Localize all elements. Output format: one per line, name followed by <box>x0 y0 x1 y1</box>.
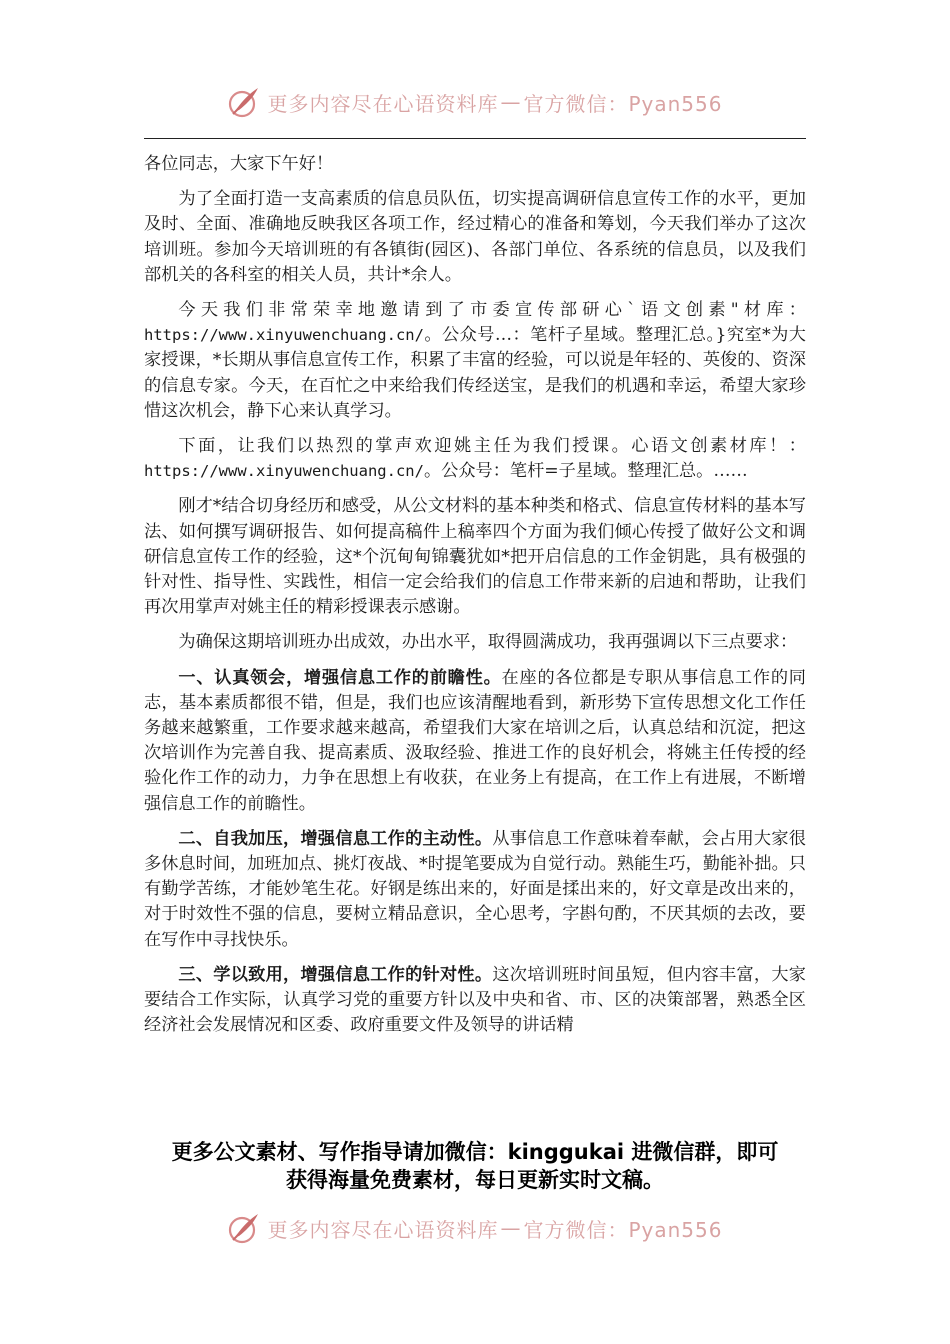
paragraph-invitation <box>144 298 806 424</box>
quill-pen-icon <box>227 1211 261 1245</box>
quill-pen-icon <box>227 85 261 119</box>
banner-title: 更多内容尽在心语资料库 <box>267 91 499 116</box>
section-3-text: 这次培训班时间虽短，但内容丰富，大家要结合工作实际，认真学习党的重要方针以及中央和省、市、区的决策部署，熟悉全区经济社会发展情况和区委、政府重要文件及领导的讲话精 <box>144 964 806 1036</box>
section-2 <box>144 827 806 953</box>
section-2-title: 二、自我加压，增强信息工作的主动性。 <box>178 828 493 849</box>
paragraph-welcome-lead: 下面，让我们以热烈的掌声欢迎姚主任为我们授课。心语文创素材库！： <box>178 436 806 457</box>
banner-separator: — <box>500 1216 522 1240</box>
banner-separator: — <box>500 90 522 114</box>
section-1-text: 在座的各位都是专职从事信息工作的同志，基本素质都很不错，但是，我们也应该清醒地看到，新形势下宣传思想文化工作任务越来越繁重，工作要求越来越高，希望我们大家在培训之后，认真总结和沉淀，把这次培训作为完善自我、提高素质、汲取经验、推进工作的良好机会，将姚主任传授的经验化作工作的动力，力争在思想上有收获，在业务上有提高，在工作上有进展，不断增强信息工作的前瞻性。 <box>144 667 806 814</box>
banner-wechat: 官方微信：Pyan556 <box>523 91 723 116</box>
banner-wechat: 官方微信：Pyan556 <box>523 1217 723 1242</box>
header-divider <box>144 138 806 139</box>
promo-line-2: 获得海量免费素材，每日更新实时文稿。 <box>286 1168 664 1192</box>
promo-notice <box>120 1138 830 1194</box>
header-watermark <box>0 82 950 122</box>
text-fade-overlay <box>144 1052 806 1102</box>
section-1-title: 一、认真领会，增强信息工作的前瞻性。 <box>178 667 502 688</box>
paragraph-intro: 为了全面打造一支高素质的信息员队伍，切实提高调研信息宣传工作的水平，更加及时、全面、准确地反映我区各项工作，经过精心的准备和筹划，今天我们举办了这次培训班。参加今天培训班的有各镇街(园区)、各部门单位、各系统的信息员，以及我们部机关的各科室的相关人员，共计*余人。 <box>144 189 806 285</box>
website-url: https://www.xinyuwenchuang.cn/ <box>144 462 424 481</box>
paragraph-welcome <box>144 434 806 484</box>
website-url: https://www.xinyuwenchuang.cn/ <box>144 326 424 345</box>
section-1 <box>144 666 806 817</box>
section-2-text: 从事信息工作意味着奉献，会占用大家很多休息时间，加班加点、挑灯夜战、*时提笔要成为自觉行动。熟能生巧，勤能补拙。只有勤学苦练，才能妙笔生花。好钢是练出来的，好面是揉出来的，好文章是改出来的，对于时效性不强的信息，要树立精品意识，全心思考，字斟句酌，不厌其烦的去改，要在写作中寻找快乐。 <box>144 828 806 950</box>
paragraph-thanks: 刚才*结合切身经历和感受，从公文材料的基本种类和格式、信息宣传材料的基本写法、如何撰写调研报告、如何提高稿件上稿率四个方面为我们倾心传授了做好公文和调研信息宣传工作的经验，这*个沉甸甸锦囊犹如*把开启信息的工作金钥匙，具有极强的针对性、指导性、实践性，相信一定会给我们的信息工作带来新的启迪和帮助，让我们再次用掌声对姚主任的精彩授课表示感谢。 <box>144 496 806 618</box>
section-3-title: 三、学以致用，增强信息工作的针对性。 <box>178 964 493 985</box>
footer-watermark <box>0 1208 950 1248</box>
greeting: 各位同志，大家下午好！ <box>144 154 334 174</box>
paragraph-requirements-intro: 为确保这期培训班办出成效，办出水平，取得圆满成功，我再强调以下三点要求： <box>178 632 798 653</box>
paragraph-invitation-lead: 今天我们非常荣幸地邀请到了市委宣传部研心`语文创素"材库： <box>178 300 806 321</box>
paragraph-welcome-rest: 。公众号：笔杆=子星域。整理汇总。…… <box>423 461 748 482</box>
banner-title: 更多内容尽在心语资料库 <box>267 1217 499 1242</box>
section-3 <box>144 963 806 1039</box>
promo-line-1: 更多公文素材、写作指导请加微信：kinggukai 进微信群，即可 <box>171 1140 779 1164</box>
paragraph-invitation-rest: 。公众号…：笔杆子星域。整理汇总。}究室*为大家授课，*长期从事信息宣传工作，积累了丰富的经验，可以说是年轻的、英俊的、资深的信息专家。今天，在百忙之中来给我们传经送宝，是我们的机遇和幸运，希望大家珍惜这次机会，静下心来认真学习。 <box>144 325 806 421</box>
document-body <box>144 152 806 1049</box>
